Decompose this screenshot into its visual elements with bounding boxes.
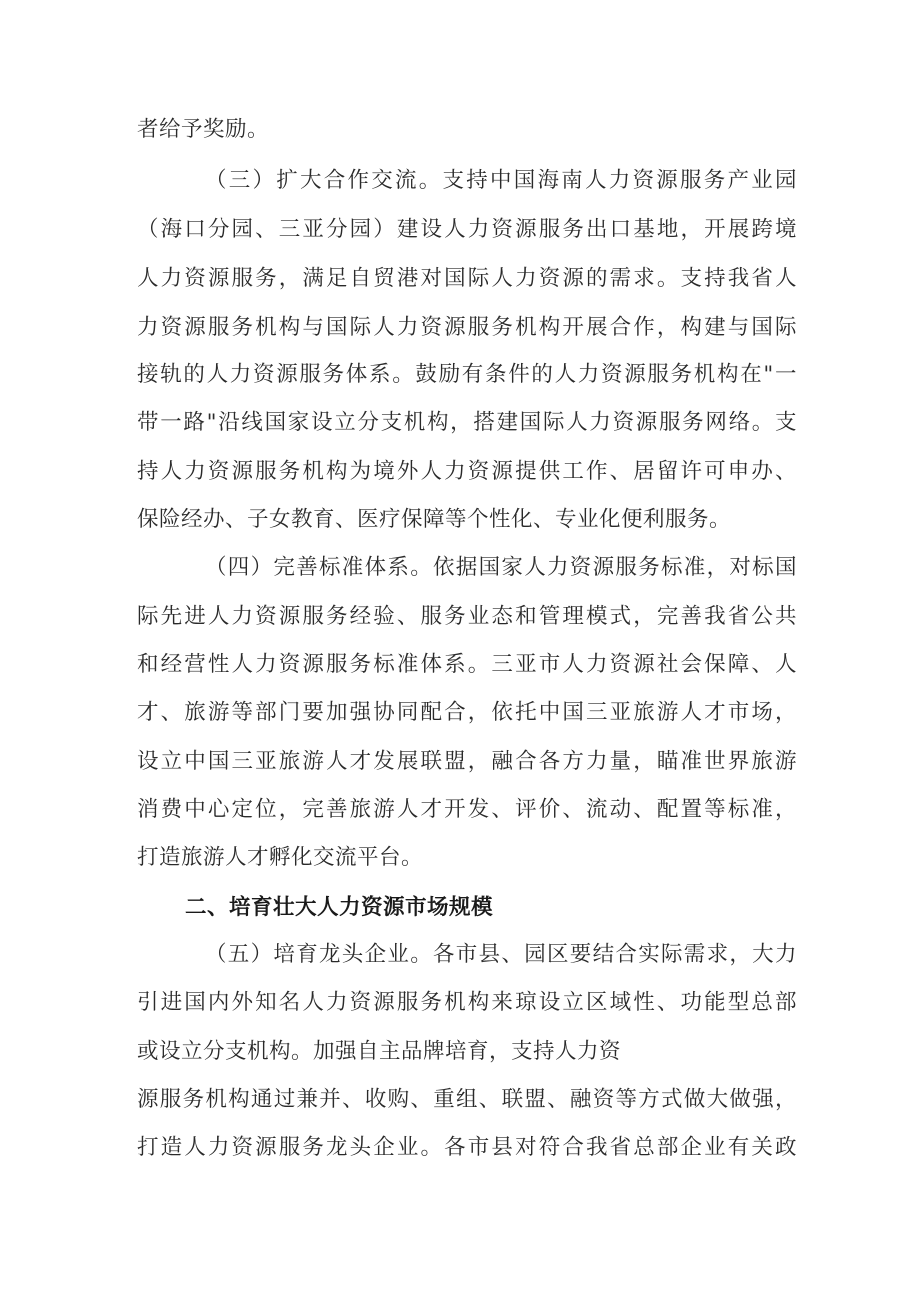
paragraph-line: 力资源服务机构与国际人力资源服务机构开展合作，构建与国际: [137, 315, 797, 340]
paragraph-line: 持人力资源服务机构为境外人力资源提供工作、居留许可申办、: [137, 459, 797, 484]
paragraph-line: 带一路"沿线国家设立分支机构，搭建国际人力资源服务网络。支: [137, 410, 797, 435]
section-heading: 二、培育壮大人力资源市场规模: [185, 895, 494, 920]
paragraph-line: 和经营性人力资源服务标准体系。三亚市人力资源社会保障、人: [137, 652, 797, 677]
paragraph-line: 才、旅游等部门要加强协同配合，依托中国三亚旅游人才市场，: [137, 700, 797, 725]
paragraph-line: 际先进人力资源服务经验、服务业态和管理模式，完善我省公共: [137, 604, 797, 629]
paragraph-line: 人力资源服务，满足自贸港对国际人力资源的需求。支持我省人: [137, 266, 797, 291]
paragraph-line: 者给予奖励。: [137, 117, 270, 142]
paragraph-line: （五）培育龙头企业。各市县、园区要结合实际需求，大力: [205, 942, 797, 967]
paragraph-line: 引进国内外知名人力资源服务机构来琼设立区域性、功能型总部: [137, 990, 797, 1015]
paragraph-line: （四）完善标准体系。依据国家人力资源服务标准，对标国: [205, 555, 797, 580]
paragraph-line: 消费中心定位，完善旅游人才开发、评价、流动、配置等标准，: [137, 797, 797, 822]
paragraph-line: 接轨的人力资源服务体系。鼓励有条件的人力资源服务机构在"一: [137, 362, 797, 387]
paragraph-line: （海口分园、三亚分园）建设人力资源服务出口基地，开展跨境: [137, 217, 797, 242]
paragraph-line: 或设立分支机构。加强自主品牌培育，支持人力资: [137, 1039, 622, 1064]
paragraph-line: 打造人力资源服务龙头企业。各市县对符合我省总部企业有关政: [137, 1135, 797, 1160]
paragraph-line: 设立中国三亚旅游人才发展联盟，融合各方力量，瞄准世界旅游: [137, 749, 797, 774]
paragraph-line: （三）扩大合作交流。支持中国海南人力资源服务产业园: [205, 168, 797, 193]
paragraph-line: 保险经办、子女教育、医疗保障等个性化、专业化便利服务。: [137, 507, 732, 532]
paragraph-line: 打造旅游人才孵化交流平台。: [137, 845, 424, 870]
paragraph-line: 源服务机构通过兼并、收购、重组、联盟、融资等方式做大做强，: [137, 1087, 797, 1112]
